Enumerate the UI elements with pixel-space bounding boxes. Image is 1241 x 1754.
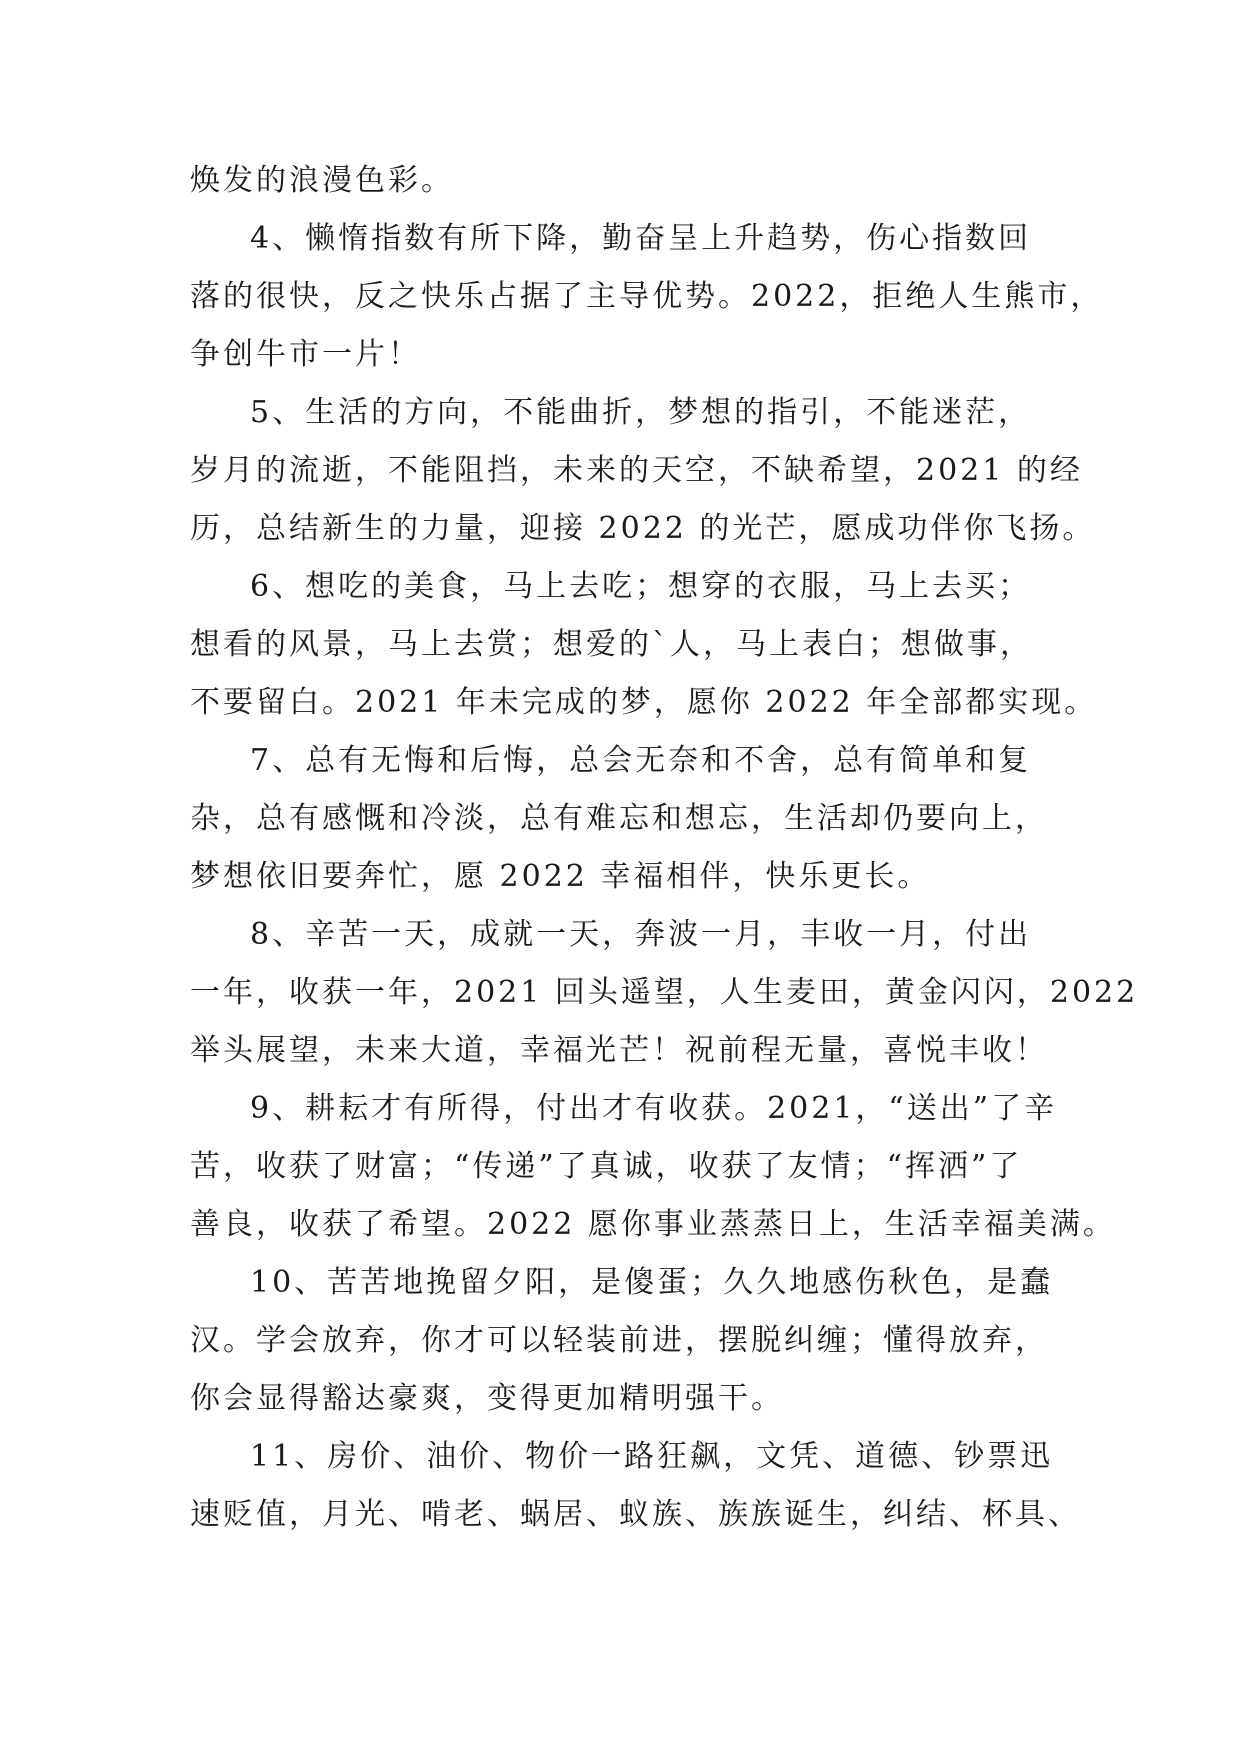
paragraph-first-line: 9、耕耘才有所得，付出才有收获。2021，“送出”了辛 bbox=[250, 1091, 1058, 1126]
text-line: 历，总结新生的力量，迎接 2022 的光芒，愿成功伴你飞扬。 bbox=[190, 511, 1096, 546]
text-line: 想看的风景，马上去赏；想爱的`人，马上表白；想做事， bbox=[190, 627, 1033, 662]
paragraph-first-line: 5、生活的方向，不能曲折，梦想的指引，不能迷茫， bbox=[250, 395, 1032, 430]
text-line: 善良，收获了希望。2022 愿你事业蒸蒸日上，生活幸福美满。 bbox=[190, 1207, 1116, 1242]
text-line: 争创牛市一片！ bbox=[190, 337, 421, 372]
text-line: 一年，收获一年，2021 回头遥望，人生麦田，黄金闪闪，2022 bbox=[190, 975, 1139, 1010]
paragraph-first-line: 11、房价、油价、物价一路狂飙，文凭、道德、钞票迅 bbox=[250, 1439, 1054, 1474]
text-line: 岁月的流逝，不能阻挡，未来的天空，不缺希望，2021 的经 bbox=[190, 453, 1083, 488]
paragraph-first-line: 10、苦苦地挽留夕阳，是傻蛋；久久地感伤秋色，是蠢 bbox=[250, 1265, 1054, 1300]
paragraph-first-line: 6、想吃的美食，马上去吃；想穿的衣服，马上去买； bbox=[250, 569, 1032, 604]
text-line: 你会显得豁达豪爽，变得更加精明强干。 bbox=[190, 1381, 784, 1416]
text-line: 不要留白。2021 年未完成的梦，愿你 2022 年全部都实现。 bbox=[190, 685, 1098, 720]
text-line: 梦想依旧要奔忙，愿 2022 幸福相伴，快乐更长。 bbox=[190, 859, 931, 894]
paragraph-first-line: 8、辛苦一天，成就一天，奔波一月，丰收一月，付出 bbox=[250, 917, 1032, 952]
text-line: 杂，总有感慨和冷淡，总有难忘和想忘，生活却仍要向上， bbox=[190, 801, 1048, 836]
document-body bbox=[190, 152, 1139, 1544]
text-line: 苦，收获了财富；“传递”了真诚，收获了友情；“挥洒”了 bbox=[190, 1149, 1023, 1184]
text-line: 落的很快，反之快乐占据了主导优势。2022，拒绝人生熊市， bbox=[190, 279, 1104, 314]
paragraph-first-line: 4、懒惰指数有所下降，勤奋呈上升趋势，伤心指数回 bbox=[250, 221, 1032, 256]
text-line: 举头展望，未来大道，幸福光芒！祝前程无量，喜悦丰收！ bbox=[190, 1033, 1048, 1068]
text-line: 速贬值，月光、啃老、蜗居、蚁族、族族诞生，纠结、杯具、 bbox=[190, 1497, 1081, 1532]
text-line: 汉。学会放弃，你才可以轻装前进，摆脱纠缠；懂得放弃， bbox=[190, 1323, 1048, 1358]
paragraph-first-line: 7、总有无悔和后悔，总会无奈和不舍，总有简单和复 bbox=[250, 743, 1032, 778]
text-line: 焕发的浪漫色彩。 bbox=[190, 163, 454, 198]
